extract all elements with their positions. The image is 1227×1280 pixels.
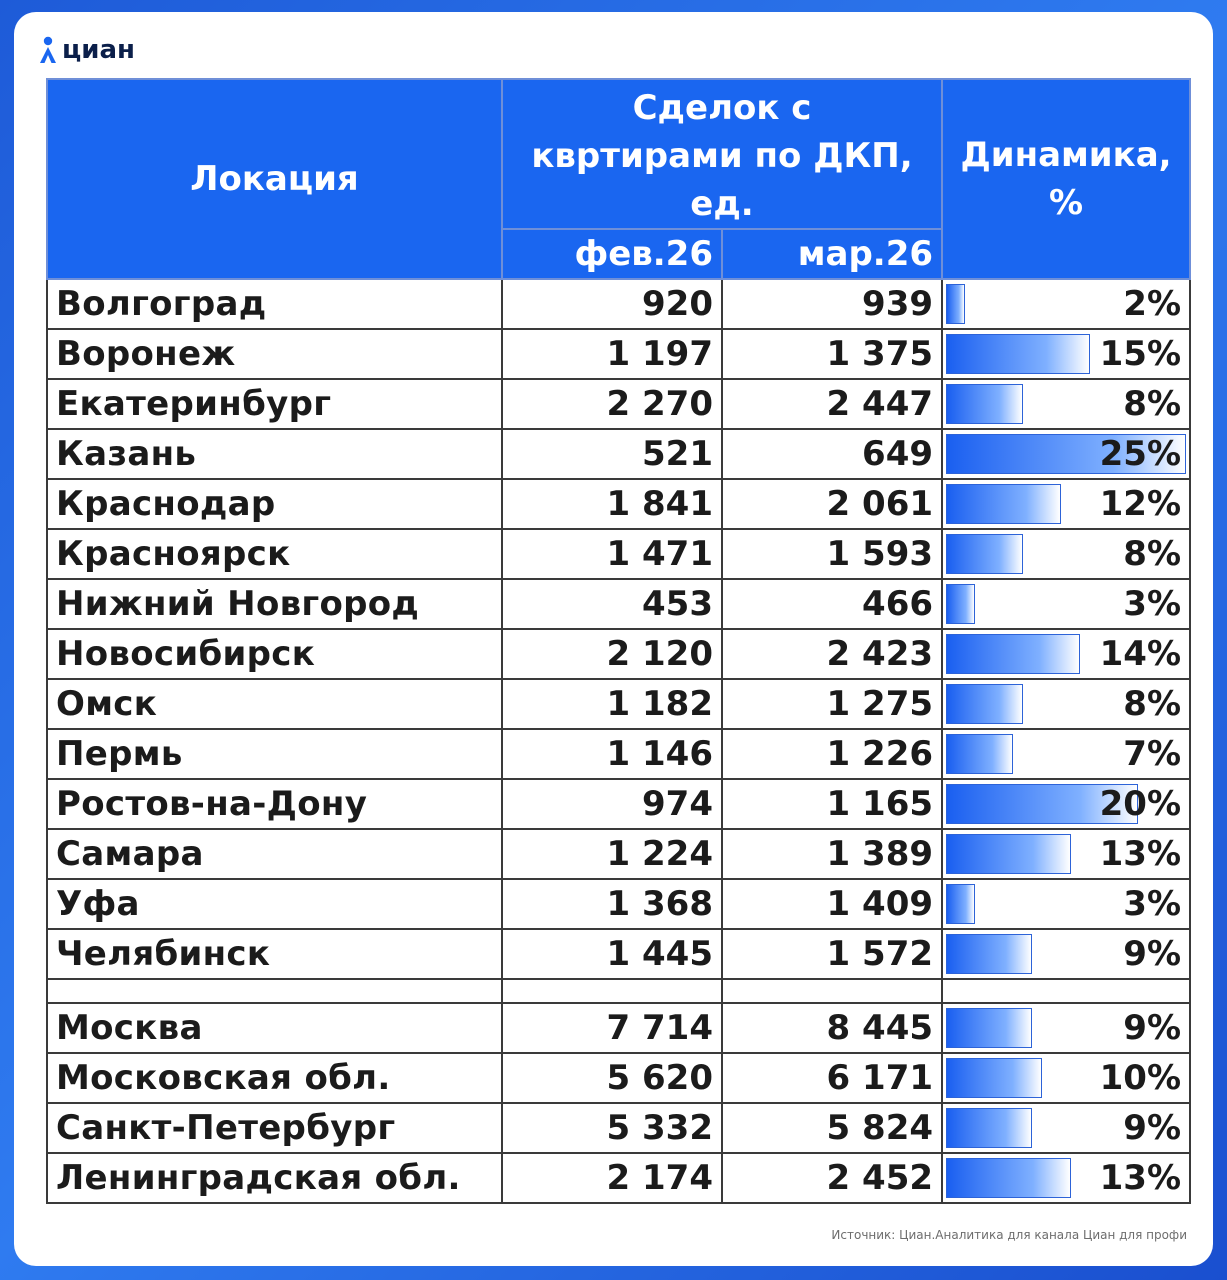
dynamics-bar xyxy=(946,1158,1071,1198)
location-cell: Челябинск xyxy=(47,929,502,979)
dynamics-bar xyxy=(946,884,975,924)
table-row xyxy=(47,579,1190,629)
mar-cell: 1 389 xyxy=(722,829,942,879)
dynamics-value: 9% xyxy=(1123,1008,1182,1048)
location-cell: Новосибирск xyxy=(47,629,502,679)
dynamics-cell xyxy=(942,679,1190,729)
feb-cell: 1 368 xyxy=(502,879,722,929)
table-row xyxy=(47,829,1190,879)
dynamics-cell xyxy=(942,1003,1190,1053)
location-cell: Волгоград xyxy=(47,279,502,329)
dynamics-bar xyxy=(946,484,1061,524)
feb-cell: 1 841 xyxy=(502,479,722,529)
header-mar: мар.26 xyxy=(722,229,942,279)
header-feb: фев.26 xyxy=(502,229,722,279)
feb-cell: 920 xyxy=(502,279,722,329)
spacer-row xyxy=(47,979,1190,1003)
dynamics-value: 8% xyxy=(1123,384,1182,424)
table-row xyxy=(47,1153,1190,1203)
table-row xyxy=(47,429,1190,479)
feb-cell: 2 120 xyxy=(502,629,722,679)
location-cell: Москва xyxy=(47,1003,502,1053)
dynamics-value: 8% xyxy=(1123,534,1182,574)
dynamics-value: 20% xyxy=(1099,784,1182,824)
location-cell: Краснодар xyxy=(47,479,502,529)
feb-cell: 1 197 xyxy=(502,329,722,379)
mar-cell: 939 xyxy=(722,279,942,329)
feb-cell: 2 174 xyxy=(502,1153,722,1203)
dynamics-bar xyxy=(946,1108,1032,1148)
header-deals xyxy=(502,79,942,229)
dynamics-bar xyxy=(946,1058,1042,1098)
table-row xyxy=(47,479,1190,529)
mar-cell: 6 171 xyxy=(722,1053,942,1103)
dynamics-bar xyxy=(946,584,975,624)
header-location: Локация xyxy=(47,79,502,279)
table-row xyxy=(47,379,1190,429)
feb-cell: 1 146 xyxy=(502,729,722,779)
table-row xyxy=(47,679,1190,729)
mar-cell: 1 165 xyxy=(722,779,942,829)
table-row xyxy=(47,279,1190,329)
feb-cell: 5 620 xyxy=(502,1053,722,1103)
location-cell: Омск xyxy=(47,679,502,729)
dynamics-cell xyxy=(942,779,1190,829)
feb-cell: 2 270 xyxy=(502,379,722,429)
feb-cell: 1 471 xyxy=(502,529,722,579)
header-deals-line-1: Сделок с xyxy=(632,88,812,128)
feb-cell: 5 332 xyxy=(502,1103,722,1153)
mar-cell: 1 375 xyxy=(722,329,942,379)
mar-cell: 2 061 xyxy=(722,479,942,529)
source-note: Источник: Циан.Аналитика для канала Циан для профи xyxy=(831,1228,1187,1242)
dynamics-value: 8% xyxy=(1123,684,1182,724)
location-cell: Воронеж xyxy=(47,329,502,379)
header-deals-line-3: ед. xyxy=(690,184,754,224)
mar-cell: 1 275 xyxy=(722,679,942,729)
location-cell: Санкт-Петербург xyxy=(47,1103,502,1153)
cian-logo xyxy=(36,32,135,68)
dynamics-value: 14% xyxy=(1099,634,1182,674)
feb-cell: 453 xyxy=(502,579,722,629)
dynamics-value: 12% xyxy=(1099,484,1182,524)
location-cell: Самара xyxy=(47,829,502,879)
mar-cell: 2 447 xyxy=(722,379,942,429)
dynamics-value: 3% xyxy=(1123,884,1182,924)
dynamics-bar xyxy=(946,534,1023,574)
location-cell: Ленинградская обл. xyxy=(47,1153,502,1203)
location-cell: Ростов-на-Дону xyxy=(47,779,502,829)
feb-cell: 1 224 xyxy=(502,829,722,879)
dynamics-cell xyxy=(942,479,1190,529)
mar-cell: 466 xyxy=(722,579,942,629)
dynamics-bar xyxy=(946,734,1013,774)
table-body xyxy=(47,279,1190,1203)
table-row xyxy=(47,879,1190,929)
table-row xyxy=(47,1003,1190,1053)
feb-cell: 1 445 xyxy=(502,929,722,979)
feb-cell: 974 xyxy=(502,779,722,829)
dynamics-value: 3% xyxy=(1123,584,1182,624)
feb-cell: 521 xyxy=(502,429,722,479)
logo-text: циан xyxy=(62,35,135,65)
mar-cell: 1 572 xyxy=(722,929,942,979)
spacer-cell xyxy=(942,979,1190,1003)
dynamics-cell xyxy=(942,879,1190,929)
dynamics-cell xyxy=(942,279,1190,329)
dynamics-cell xyxy=(942,329,1190,379)
dynamics-cell xyxy=(942,529,1190,579)
location-cell: Пермь xyxy=(47,729,502,779)
dynamics-cell xyxy=(942,829,1190,879)
location-cell: Московская обл. xyxy=(47,1053,502,1103)
table-row xyxy=(47,729,1190,779)
feb-cell: 7 714 xyxy=(502,1003,722,1053)
dynamics-cell xyxy=(942,929,1190,979)
dynamics-bar xyxy=(946,684,1023,724)
table-row xyxy=(47,529,1190,579)
mar-cell: 5 824 xyxy=(722,1103,942,1153)
feb-cell: 1 182 xyxy=(502,679,722,729)
table-row xyxy=(47,929,1190,979)
dynamics-cell xyxy=(942,429,1190,479)
mar-cell: 2 452 xyxy=(722,1153,942,1203)
dynamics-cell xyxy=(942,579,1190,629)
location-cell: Казань xyxy=(47,429,502,479)
dynamics-value: 2% xyxy=(1123,284,1182,324)
dynamics-value: 7% xyxy=(1123,734,1182,774)
table-row xyxy=(47,629,1190,679)
table-row xyxy=(47,329,1190,379)
dynamics-bar xyxy=(946,284,965,324)
mar-cell: 649 xyxy=(722,429,942,479)
dynamics-cell xyxy=(942,1153,1190,1203)
spacer-cell xyxy=(722,979,942,1003)
dynamics-bar xyxy=(946,384,1023,424)
logo-person-icon xyxy=(36,35,60,65)
dynamics-bar xyxy=(946,634,1080,674)
dynamics-bar xyxy=(946,1008,1032,1048)
dynamics-cell xyxy=(942,729,1190,779)
table-row xyxy=(47,779,1190,829)
header-deals-line-2: квртирами по ДКП, xyxy=(531,136,913,176)
dynamics-value: 9% xyxy=(1123,934,1182,974)
location-cell: Екатеринбург xyxy=(47,379,502,429)
mar-cell: 1 593 xyxy=(722,529,942,579)
dynamics-bar xyxy=(946,834,1071,874)
mar-cell: 1 409 xyxy=(722,879,942,929)
mar-cell: 8 445 xyxy=(722,1003,942,1053)
dynamics-cell xyxy=(942,1103,1190,1153)
dynamics-value: 25% xyxy=(1099,434,1182,474)
location-cell: Красноярск xyxy=(47,529,502,579)
deals-table xyxy=(46,78,1191,1204)
mar-cell: 1 226 xyxy=(722,729,942,779)
dynamics-value: 9% xyxy=(1123,1108,1182,1148)
table-row xyxy=(47,1103,1190,1153)
spacer-cell xyxy=(502,979,722,1003)
dynamics-cell xyxy=(942,379,1190,429)
location-cell: Уфа xyxy=(47,879,502,929)
dynamics-cell xyxy=(942,629,1190,679)
dynamics-bar xyxy=(946,934,1032,974)
dynamics-value: 13% xyxy=(1099,1158,1182,1198)
dynamics-value: 13% xyxy=(1099,834,1182,874)
dynamics-cell xyxy=(942,1053,1190,1103)
dynamics-value: 15% xyxy=(1099,334,1182,374)
header-dynamics-line-2: % xyxy=(1048,183,1084,223)
location-cell: Нижний Новгород xyxy=(47,579,502,629)
dynamics-value: 10% xyxy=(1099,1058,1182,1098)
table-row xyxy=(47,1053,1190,1103)
dynamics-bar xyxy=(946,334,1090,374)
header-dynamics-line-1: Динамика, xyxy=(960,135,1172,175)
mar-cell: 2 423 xyxy=(722,629,942,679)
spacer-cell xyxy=(47,979,502,1003)
header-dynamics xyxy=(942,79,1190,279)
